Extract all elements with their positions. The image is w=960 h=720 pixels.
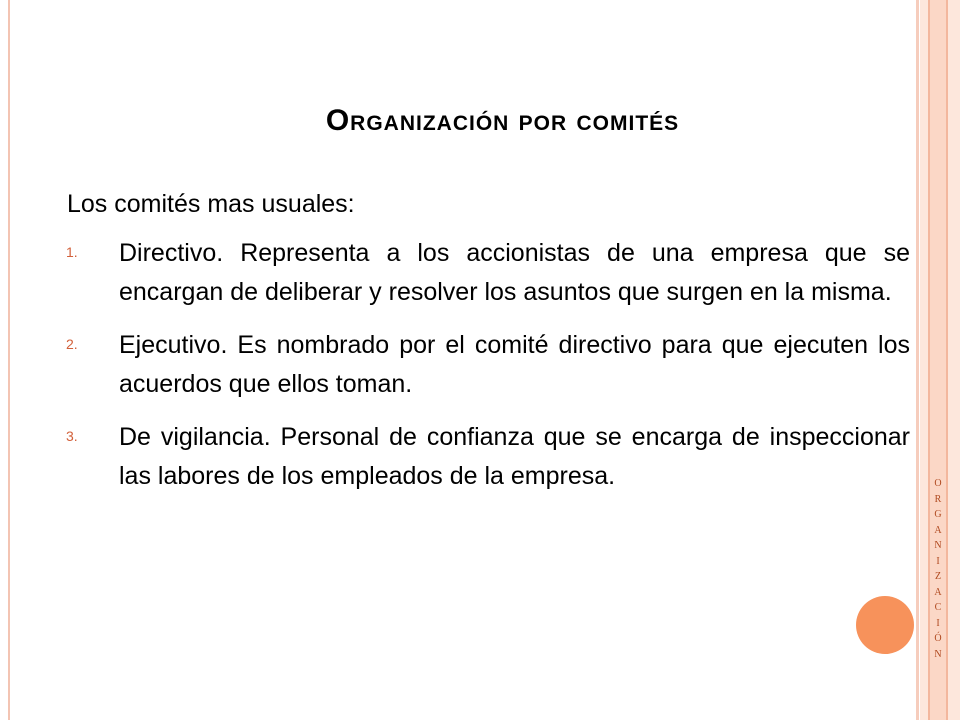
side-letter: I	[936, 617, 940, 629]
side-letter: I	[936, 555, 940, 567]
decorative-circle	[856, 596, 914, 654]
side-letter: Z	[934, 571, 942, 582]
list-number: 1.	[66, 244, 78, 260]
list-item	[66, 418, 910, 496]
side-letter: O	[934, 478, 942, 489]
side-letter: Ó	[934, 633, 942, 644]
side-letter: A	[934, 524, 942, 536]
list-item	[66, 326, 910, 404]
list-item-text: De vigilancia. Personal de confianza que se encarga de inspeccionar las labores de los empleados de la empresa.	[119, 423, 910, 490]
list-item	[66, 234, 910, 312]
slide-title: Organización por comités	[325, 104, 680, 137]
intro-text: Los comités mas usuales:	[67, 190, 355, 218]
list-number: 3.	[66, 428, 78, 444]
side-letter: N	[934, 648, 942, 660]
committee-list	[66, 234, 910, 510]
list-number: 2.	[66, 336, 78, 352]
side-vertical-label	[932, 476, 944, 662]
list-item-text: Directivo. Representa a los accionistas de una empresa que se encargan de deliberar y resolver los asuntos que surgen en la misma.	[119, 239, 910, 306]
side-letter: R	[934, 493, 942, 505]
side-letter: C	[934, 602, 942, 613]
side-letter: G	[934, 509, 942, 520]
side-letter: A	[934, 586, 942, 598]
side-letter: N	[934, 540, 942, 551]
list-item-text: Ejecutivo. Es nombrado por el comité directivo para que ejecuten los acuerdos que ellos toman.	[119, 331, 910, 398]
